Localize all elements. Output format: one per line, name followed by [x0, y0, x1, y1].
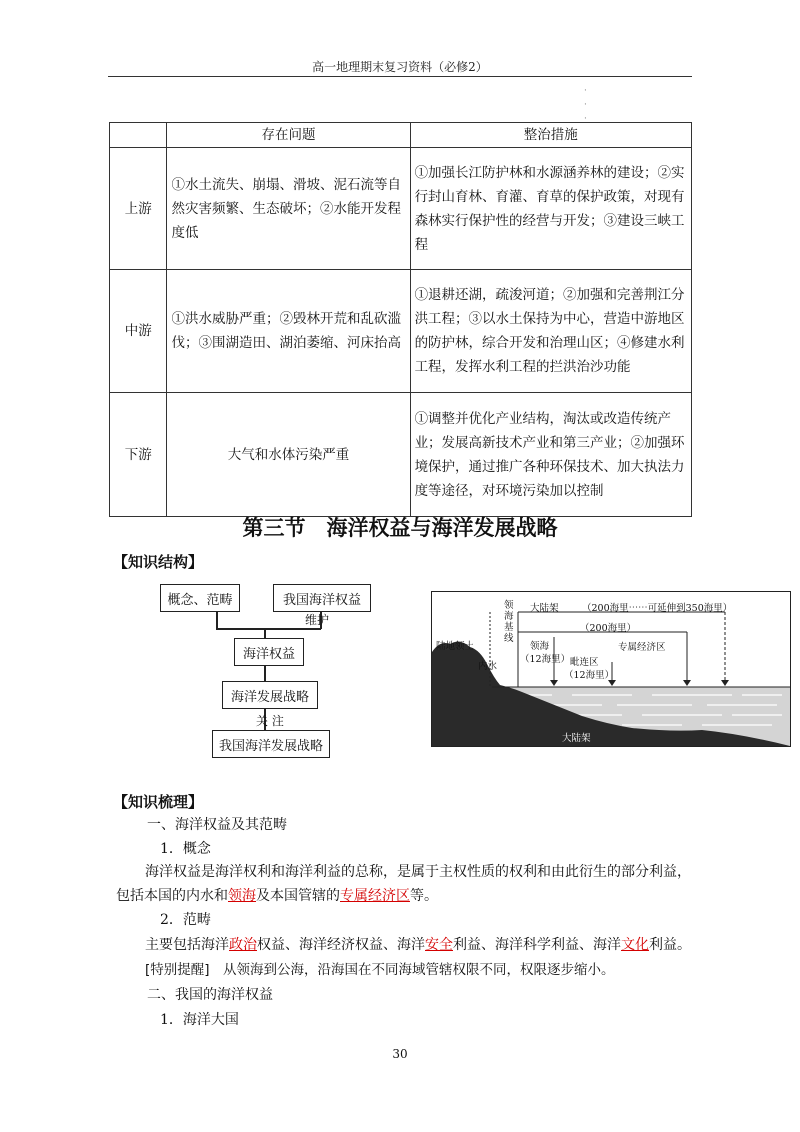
row-area: 下游 — [110, 393, 167, 517]
label-shelf-bottom: 大陆架 — [562, 733, 591, 744]
label-focus: 关 注 — [256, 714, 284, 728]
label-200nm: （200海里） — [580, 623, 637, 634]
item-ocean-power: 1．海洋大国 — [160, 1012, 239, 1028]
paragraph-concept-line1: 海洋权益是海洋权利和海洋利益的总称，是属于主权性质的权利和由此衍生的部分利益， — [145, 864, 691, 880]
subheading-1: 一、海洋权益及其范畴 — [147, 817, 287, 833]
arrowhead — [550, 680, 558, 686]
arrowhead — [683, 680, 691, 686]
table-header-row — [110, 123, 692, 148]
connector-line — [264, 666, 266, 682]
row-problem: 大气和水体污染严重 — [167, 393, 410, 517]
box-ocean-rights: 海洋权益 — [234, 638, 304, 666]
term-political: 政治 — [229, 937, 257, 953]
row-measure: ①调整并优化产业结构，淘汰或改造传统产业；发展高新技术产业和第三产业；②加强环境保护，通过推广各种环保技术、加大执法力度等途径，对环境污染加以控制 — [410, 393, 691, 517]
term-security: 安全 — [425, 937, 453, 953]
term-territorial-sea: 领海 — [228, 888, 256, 904]
knowledge-structure-heading: 【知识结构】 — [113, 553, 204, 571]
table-header-blank — [110, 123, 167, 148]
label-12nm-b: （12海里） — [564, 670, 615, 681]
page-header: 高一地理期末复习资料（必修2） — [108, 58, 692, 77]
term-eez: 专属经济区 — [340, 888, 410, 904]
row-problem: ①洪水威胁严重；②毁林开荒和乱砍滥伐；③围湖造田、湖泊萎缩、河床抬高 — [167, 270, 410, 393]
connector-line — [216, 612, 218, 629]
paragraph-concept-line2: 包括本国的内水和领海及本国管辖的专属经济区等。 — [116, 888, 438, 904]
box-cn-strategy: 我国海洋发展战略 — [212, 730, 330, 758]
term-culture: 文化 — [621, 937, 649, 953]
row-problem: ①水土流失、崩塌、滑坡、泥石流等自然灾害频繁、生态破坏；②水能开发程度低 — [167, 148, 410, 270]
label-baseline: 领海基线 — [504, 600, 514, 644]
maritime-zones-diagram — [431, 591, 791, 747]
arrowhead — [721, 680, 729, 686]
label-eez: 专属经济区 — [618, 642, 666, 653]
row-area: 中游 — [110, 270, 167, 393]
item-scope: 2．范畴 — [160, 912, 211, 928]
table-header-measure: 整治措施 — [410, 123, 691, 148]
table-row — [110, 393, 692, 517]
row-measure: ①加强长江防护林和水源涵养林的建设；②实行封山育林、育灌、育草的保护政策，对现有森林实行保护性的经营与开发；③建设三峡工程 — [410, 148, 691, 270]
knowledge-sorting-heading: 【知识梳理】 — [113, 793, 204, 811]
row-measure: ①退耕还湖，疏浚河道；②加强和完善荆江分洪工程；③以水土保持为中心，营造中游地区的防护林，综合开发和治理山区；④修建水利工程，发挥水利工程的拦洪治沙功能 — [410, 270, 691, 393]
label-shelf-top: 大陆架 — [530, 603, 559, 614]
yangtze-table — [109, 122, 692, 517]
item-concept: 1．概念 — [160, 841, 211, 857]
table-row — [110, 270, 692, 393]
label-maintain: 维护 — [305, 613, 330, 627]
page-number: 30 — [392, 1047, 408, 1061]
section-title: 第三节 海洋权益与海洋发展战略 — [242, 516, 558, 540]
label-inland-water: 内水 — [478, 661, 498, 672]
row-area: 上游 — [110, 148, 167, 270]
table-header-problem: 存在问题 — [167, 123, 410, 148]
label-land: 陆地领土 — [436, 641, 475, 652]
label-12nm-a: （12海里） — [520, 654, 571, 665]
subheading-2: 二、我国的海洋权益 — [147, 987, 273, 1003]
paragraph-scope: 主要包括海洋政治权益、海洋经济权益、海洋安全利益、海洋科学利益、海洋文化利益。 — [145, 937, 691, 953]
label-contiguous: 毗连区 — [570, 657, 599, 668]
special-tip: [特别提醒] 从领海到公海，沿海国在不同海域管辖权限不同，权限逐步缩小。 — [145, 962, 615, 978]
label-territorial-sea: 领海 — [530, 641, 550, 652]
label-shelf-range: （200海里⋯⋯可延伸到350海里） — [582, 603, 733, 614]
connector-line — [216, 628, 321, 630]
table-row — [110, 148, 692, 270]
box-concept-scope: 概念、范畴 — [160, 584, 240, 612]
box-ocean-strategy: 海洋发展战略 — [222, 681, 318, 709]
box-national-rights: 我国海洋权益 — [273, 584, 371, 612]
margin-dots: · · · — [584, 86, 587, 124]
